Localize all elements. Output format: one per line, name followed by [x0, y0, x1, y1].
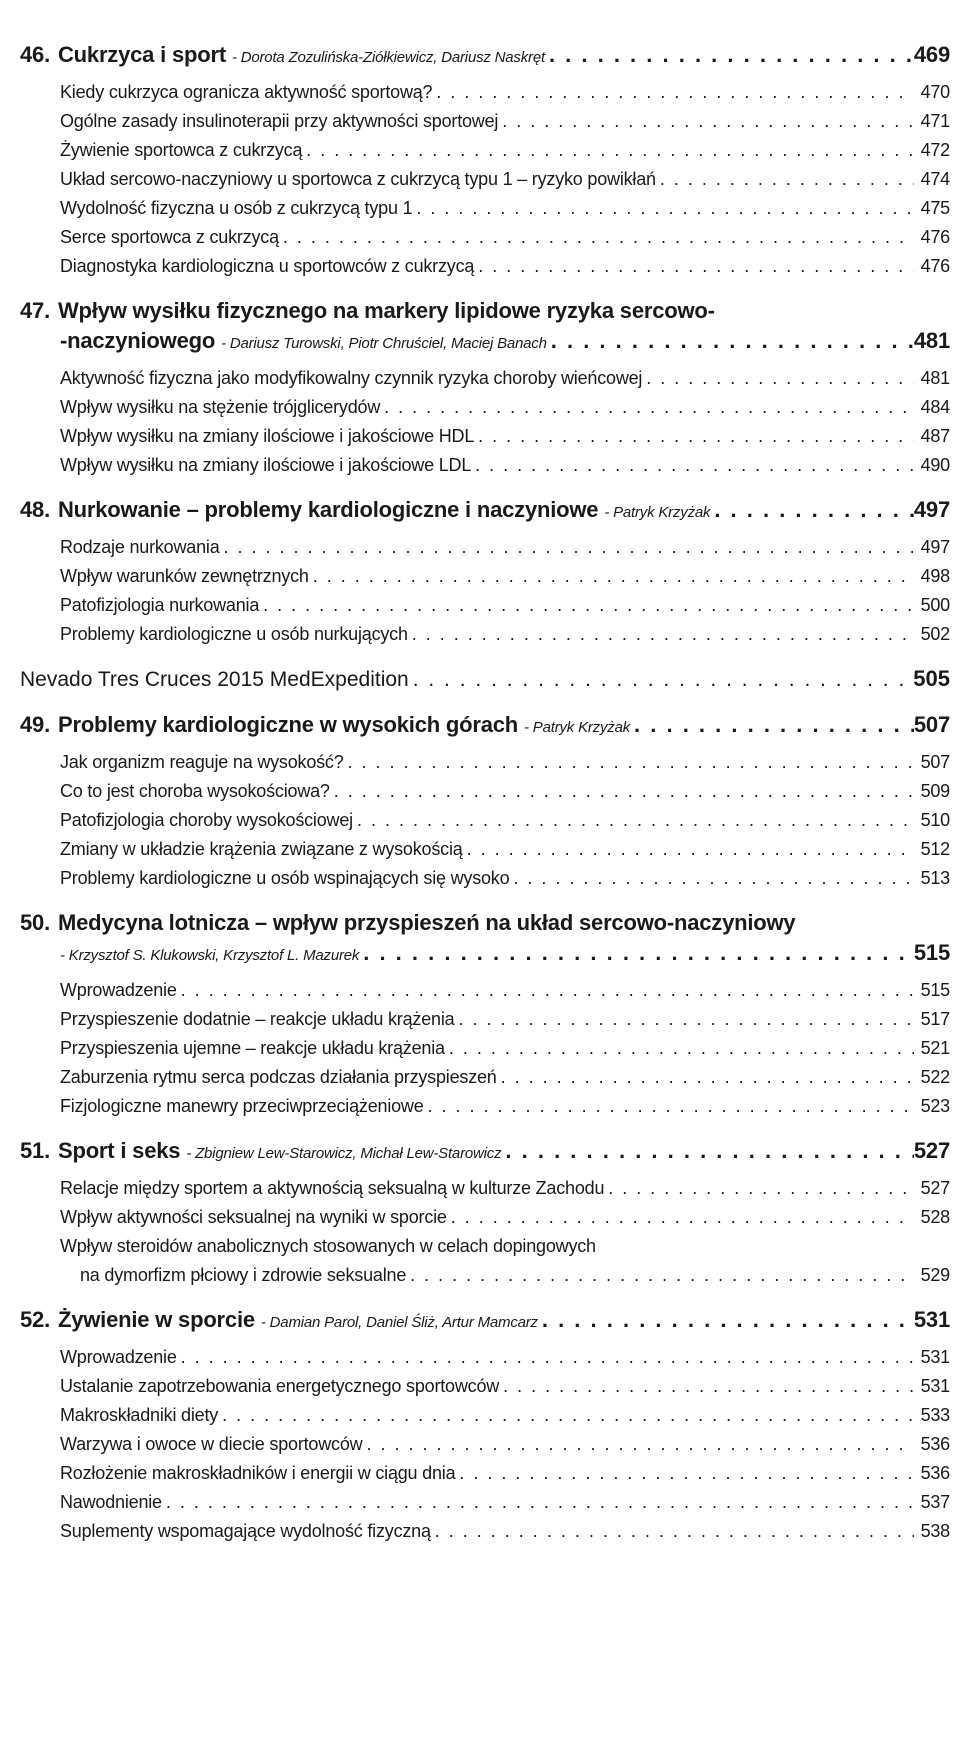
section-title: Patofizjologia nurkowania [60, 595, 260, 615]
section-title: Problemy kardiologiczne u osób nurkujących [60, 624, 408, 644]
section-entry[interactable] [60, 1488, 950, 1517]
section-title: Wpływ steroidów anabolicznych stosowanych w celach dopingowych [60, 1236, 596, 1256]
section-title: Układ sercowo-naczyniowy u sportowca z cukrzycą typu 1 – ryzyko powikłań [60, 169, 656, 189]
section-entry[interactable] [60, 364, 950, 393]
page-number: 490 [920, 455, 950, 475]
chapter-authors: - Dariusz Turowski, Piotr Chruściel, Maciej Banach [221, 335, 547, 352]
section-entry[interactable] [60, 1092, 950, 1121]
page-number: 533 [920, 1405, 950, 1425]
section-list [20, 1343, 950, 1546]
chapter-heading-line [20, 296, 950, 326]
page-number: 471 [920, 111, 950, 131]
section-entry[interactable] [60, 1232, 950, 1290]
chapter-heading[interactable] [20, 1136, 950, 1169]
section-title: Przyspieszenia ujemne – reakcje układu krążenia [60, 1038, 445, 1058]
dot-leader [463, 835, 914, 864]
section-title: Wydolność fizyczna u osób z cukrzycą typu 1 [60, 198, 413, 218]
section-title: Ogólne zasady insulinoterapii przy aktywności sportowej [60, 111, 499, 131]
chapter-heading[interactable] [20, 908, 950, 971]
dot-leader [344, 748, 914, 777]
section-title: Nawodnienie [60, 1492, 162, 1512]
section-list [20, 364, 950, 480]
dot-leader [408, 620, 914, 649]
section-list [20, 976, 950, 1121]
section-entry[interactable] [60, 591, 950, 620]
section-title: Wpływ wysiłku na zmiany ilościowe i jakościowe LDL [60, 455, 472, 475]
page-number: 469 [913, 42, 950, 67]
page-number: 521 [920, 1038, 950, 1058]
section-title: Wprowadzenie [60, 980, 177, 1000]
section-entry[interactable] [60, 806, 950, 835]
dot-leader [362, 1430, 914, 1459]
entry-title: Nevado Tres Cruces 2015 MedExpedition [20, 668, 409, 691]
page-number: 512 [920, 839, 950, 859]
dot-leader [454, 1005, 914, 1034]
section-list [20, 78, 950, 281]
chapter-number: 49. [20, 712, 50, 737]
section-list [20, 1174, 950, 1290]
section-title: Fizjologiczne manewry przeciwprzeciążeniowe [60, 1096, 424, 1116]
chapter-heading[interactable] [20, 1305, 950, 1338]
section-title: Diagnostyka kardiologiczna u sportowców z cukrzycą [60, 256, 475, 276]
section-title: Rozłożenie makroskładników i energii w ciągu dnia [60, 1463, 456, 1483]
section-title: Żywienie sportowca z cukrzycą [60, 140, 303, 160]
page-number: 536 [920, 1463, 950, 1483]
page-number: 529 [920, 1265, 950, 1285]
section-title: Makroskładniki diety [60, 1405, 219, 1425]
page-number: 517 [920, 1009, 950, 1029]
section-entry[interactable] [60, 1517, 950, 1546]
page-number: 507 [913, 712, 950, 737]
section-entry[interactable] [60, 451, 950, 480]
section-entry[interactable] [60, 777, 950, 806]
page-number: 510 [920, 810, 950, 830]
section-entry[interactable] [60, 1063, 950, 1092]
dot-leader [630, 710, 914, 740]
section-title: Relacje między sportem a aktywnością seksualną w kulturze Zachodu [60, 1178, 605, 1198]
dot-leader [409, 665, 914, 695]
section-entry[interactable] [60, 533, 950, 562]
dot-leader [499, 1372, 914, 1401]
section-entry[interactable] [60, 1372, 950, 1401]
chapter-number: 48. [20, 497, 50, 522]
dot-leader [380, 393, 914, 422]
dot-leader [509, 864, 914, 893]
section-entry[interactable] [60, 835, 950, 864]
page-number: 470 [920, 82, 950, 102]
section-title: Zaburzenia rytmu serca podczas działania przyspieszeń [60, 1067, 497, 1087]
section-entry[interactable] [60, 976, 950, 1005]
section-title: Warzywa i owoce w diecie sportowców [60, 1434, 363, 1454]
section-title: Suplementy wspomagające wydolność fizyczną [60, 1521, 431, 1541]
dot-leader [497, 1063, 914, 1092]
dot-leader [177, 1343, 914, 1372]
page-number: 522 [920, 1067, 950, 1087]
chapter-heading-text [58, 40, 914, 73]
page-number: 500 [920, 595, 950, 615]
chapter-heading-text [58, 1305, 914, 1338]
chapter-number: 50. [20, 910, 50, 935]
section-entry[interactable] [60, 1343, 950, 1372]
dot-leader [220, 533, 915, 562]
chapter-authors: - Zbigniew Lew-Starowicz, Michał Lew-Starowicz [186, 1145, 502, 1162]
section-title: Aktywność fizyczna jako modyfikowalny czynnik ryzyka choroby wieńcowej [60, 368, 643, 388]
section-title: Co to jest choroba wysokościowa? [60, 781, 330, 801]
section-entry[interactable] [60, 1034, 950, 1063]
dot-leader [432, 78, 914, 107]
dot-leader [353, 806, 914, 835]
section-entry[interactable] [60, 1430, 950, 1459]
page-number: 515 [920, 980, 950, 1000]
section-list [20, 533, 950, 649]
chapter-heading-text [58, 1136, 914, 1169]
section-entry[interactable] [60, 1401, 950, 1430]
section-entry[interactable] [60, 194, 950, 223]
section-title: Wpływ wysiłku na stężenie trójglicerydów [60, 397, 381, 417]
page-number: 537 [920, 1492, 950, 1512]
dot-leader [604, 1174, 914, 1203]
dot-leader [455, 1459, 914, 1488]
page-number: 497 [913, 497, 950, 522]
section-title: Ustalanie zapotrzebowania energetycznego sportowców [60, 1376, 500, 1396]
dot-leader [545, 40, 914, 70]
section-entry[interactable] [60, 748, 950, 777]
section-title: Patofizjologia choroby wysokościowej [60, 810, 353, 830]
page-number: 531 [920, 1376, 950, 1396]
section-list [20, 748, 950, 893]
chapter-authors: - Patryk Krzyżak [604, 504, 711, 521]
page-number: 475 [920, 198, 950, 218]
chapter-number: 51. [20, 1138, 50, 1163]
chapter-block [20, 908, 950, 1121]
dot-leader [330, 777, 914, 806]
page-number: 476 [920, 256, 950, 276]
page-number: 531 [920, 1347, 950, 1367]
dot-leader [547, 326, 914, 356]
section-entry[interactable] [60, 620, 950, 649]
section-entry[interactable] [60, 864, 950, 893]
page-number: 481 [913, 328, 950, 353]
section-title-continued: na dymorfizm płciowy i zdrowie seksualne [80, 1265, 407, 1285]
page-number: 481 [920, 368, 950, 388]
dot-leader [431, 1517, 914, 1546]
page-number: 497 [920, 537, 950, 557]
page-number: 507 [920, 752, 950, 772]
page-number: 472 [920, 140, 950, 160]
chapter-title-continued: -naczyniowego [60, 328, 216, 353]
section-entry[interactable] [60, 252, 950, 281]
chapter-heading-text [58, 710, 914, 743]
dot-leader [538, 1305, 914, 1335]
dot-leader [259, 591, 914, 620]
page-number: 513 [920, 868, 950, 888]
dot-leader [445, 1034, 914, 1063]
page-number: 498 [920, 566, 950, 586]
dot-leader [177, 976, 914, 1005]
chapter-block [20, 710, 950, 893]
chapter-authors: - Patryk Krzyżak [524, 719, 631, 736]
dot-leader [656, 165, 914, 194]
chapter-title: Wpływ wysiłku fizycznego na markery lipidowe ryzyka sercowo- [57, 298, 715, 323]
chapter-heading[interactable] [20, 296, 950, 359]
toc-entry-standalone[interactable] [20, 664, 950, 695]
chapter-title: Sport i seks [57, 1138, 181, 1163]
chapter-number: 46. [20, 42, 50, 67]
dot-leader [474, 252, 914, 281]
dot-leader [710, 495, 914, 525]
section-entry[interactable] [60, 1203, 950, 1232]
chapter-title: Problemy kardiologiczne w wysokich górach [57, 712, 519, 737]
dot-leader [498, 107, 914, 136]
chapter-block [20, 296, 950, 480]
dot-leader [302, 136, 914, 165]
dot-leader [359, 938, 914, 968]
section-title: Przyspieszenie dodatnie – reakcje układu krążenia [60, 1009, 455, 1029]
section-title: Problemy kardiologiczne u osób wspinających się wysoko [60, 868, 510, 888]
page-number: 505 [913, 666, 950, 691]
chapter-title: Cukrzyca i sport [57, 42, 226, 67]
page-number: 476 [920, 227, 950, 247]
section-title: Rodzaje nurkowania [60, 537, 220, 557]
chapter-number: 47. [20, 298, 50, 323]
page-number: 531 [913, 1307, 950, 1332]
dot-leader [474, 422, 914, 451]
dot-leader [642, 364, 914, 393]
chapter-heading[interactable] [20, 40, 950, 73]
chapter-block [20, 1305, 950, 1546]
chapter-heading-line [20, 326, 950, 359]
page-number: 536 [920, 1434, 950, 1454]
section-entry[interactable] [60, 393, 950, 422]
section-entry[interactable] [60, 422, 950, 451]
dot-leader [218, 1401, 914, 1430]
page-number: 484 [920, 397, 950, 417]
chapter-title: Medycyna lotnicza – wpływ przyspieszeń na układ sercowo-naczyniowy [57, 910, 796, 935]
page-number: 528 [920, 1207, 950, 1227]
section-entry[interactable] [60, 223, 950, 252]
chapter-title: Nurkowanie – problemy kardiologiczne i naczyniowe [57, 497, 599, 522]
page-number: 527 [920, 1178, 950, 1198]
section-entry[interactable] [60, 1174, 950, 1203]
section-title: Kiedy cukrzyca ogranicza aktywność sportową? [60, 82, 433, 102]
section-title: Jak organizm reaguje na wysokość? [60, 752, 344, 772]
dot-leader [406, 1261, 914, 1290]
section-title: Wpływ warunków zewnętrznych [60, 566, 309, 586]
section-entry[interactable] [60, 107, 950, 136]
chapter-authors: - Damian Parol, Daniel Śliż, Artur Mamcarz [260, 1314, 538, 1331]
chapter-number: 52. [20, 1307, 50, 1332]
page-number: 527 [913, 1138, 950, 1163]
page-number: 523 [920, 1096, 950, 1116]
page-number: 487 [920, 426, 950, 446]
dot-leader [309, 562, 914, 591]
page-number: 509 [920, 781, 950, 801]
page-number: 474 [920, 169, 950, 189]
chapter-heading[interactable] [20, 495, 950, 528]
chapter-heading-line [20, 908, 950, 938]
dot-leader [501, 1136, 914, 1166]
section-title: Wpływ wysiłku na zmiany ilościowe i jakościowe HDL [60, 426, 475, 446]
dot-leader [471, 451, 914, 480]
chapter-block [20, 1136, 950, 1290]
dot-leader [447, 1203, 914, 1232]
section-entry[interactable] [60, 1459, 950, 1488]
dot-leader [162, 1488, 914, 1517]
page-number: 515 [913, 940, 950, 965]
section-entry[interactable] [60, 78, 950, 107]
section-entry[interactable] [60, 165, 950, 194]
section-entry[interactable] [60, 136, 950, 165]
page-number: 502 [920, 624, 950, 644]
chapter-authors: - Krzysztof S. Klukowski, Krzysztof L. Mazurek [60, 947, 360, 964]
section-title: Wpływ aktywności seksualnej na wyniki w sporcie [60, 1207, 447, 1227]
chapter-title: Żywienie w sporcie [57, 1307, 255, 1332]
dot-leader [279, 223, 914, 252]
dot-leader [424, 1092, 914, 1121]
chapter-heading[interactable] [20, 710, 950, 743]
table-of-contents [20, 40, 950, 1561]
chapter-heading-text [58, 495, 914, 528]
chapter-heading-line [20, 938, 950, 971]
section-entry[interactable] [60, 562, 950, 591]
section-line [60, 1261, 950, 1290]
chapter-block [20, 495, 950, 649]
section-title: Serce sportowca z cukrzycą [60, 227, 279, 247]
dot-leader [412, 194, 914, 223]
page-number: 538 [920, 1521, 950, 1541]
section-title: Wprowadzenie [60, 1347, 177, 1367]
chapter-authors: - Dorota Zozulińska-Ziółkiewicz, Dariusz Naskręt [231, 49, 545, 66]
chapter-block [20, 40, 950, 281]
section-title: Zmiany w układzie krążenia związane z wysokością [60, 839, 463, 859]
section-entry[interactable] [60, 1005, 950, 1034]
